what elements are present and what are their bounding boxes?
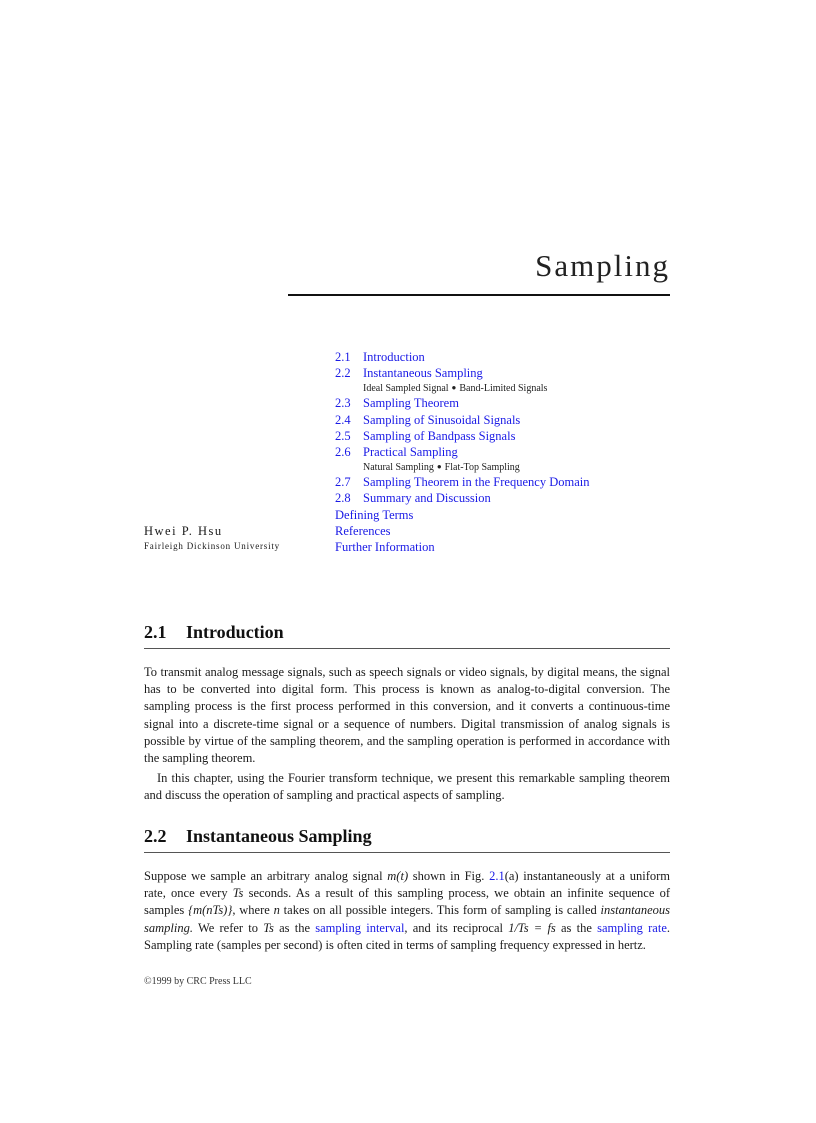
text-run: as the [273, 920, 316, 935]
toc-number: 2.1 [335, 350, 351, 364]
math-n: n [273, 903, 280, 918]
toc-number: 2.7 [335, 475, 351, 490]
text-run: seconds. As a result of this sampling process, we obtain an infinite sequence of samples [144, 886, 670, 918]
toc-subentries [335, 381, 589, 395]
text-run: shown in Fig. [408, 869, 490, 883]
toc-entry-2-7[interactable] [335, 474, 589, 490]
toc-entry-2-3[interactable] [335, 395, 589, 411]
section-rule [144, 852, 670, 853]
instantaneous-sampling-paragraph [144, 868, 670, 954]
math-ts: Ts [263, 920, 274, 935]
toc-link[interactable]: Instantaneous Sampling [363, 366, 483, 381]
toc-entry-2-4[interactable] [335, 412, 589, 428]
toc-subentry: Ideal Sampled Signal [363, 383, 449, 395]
toc-number: 2.8 [335, 491, 351, 506]
toc-subentry: Flat-Top Sampling [444, 462, 520, 474]
bullet-icon: ● [436, 462, 442, 472]
math-samples: {m(nTs)} [188, 903, 233, 918]
title-rule [288, 294, 670, 296]
figure-link[interactable]: 2.1 [489, 869, 505, 883]
text-run: . Sampling rate (samples per second) is often cited in terms of sampling frequency expressed in hertz. [144, 920, 670, 952]
text-run: , where [232, 903, 274, 918]
term-instantaneous-sampling: instantaneous sampling. [144, 903, 670, 935]
term-link-sampling-interval[interactable]: sampling interval [315, 920, 405, 935]
section-heading-instantaneous-sampling [144, 826, 372, 847]
section-title: Introduction [186, 622, 284, 642]
section-heading-introduction [144, 622, 284, 643]
toc-entry-2-2[interactable] [335, 365, 589, 381]
section-number: 2.2 [144, 826, 167, 846]
toc-subentries [335, 460, 589, 474]
text-run: We refer to [192, 920, 264, 935]
math-ts: Ts [232, 886, 244, 901]
text-run: (a) instantaneously at a uniform rate, once every [144, 869, 671, 901]
toc-entry-2-1[interactable] [335, 349, 589, 365]
term-link-sampling-rate[interactable]: sampling rate [597, 920, 667, 935]
copyright-notice: ©1999 by CRC Press LLC [144, 976, 252, 987]
toc-number: 2.2 [335, 366, 351, 381]
intro-paragraph-2: In this chapter, using the Fourier transform technique, we present this remarkable sampling theorem and discuss the operation of sampling and practical aspects of sampling. [144, 771, 670, 803]
text-run: , and its reciprocal [404, 920, 509, 935]
toc-number: 2.5 [335, 428, 351, 443]
text-run: takes on all possible integers. This form of sampling is called [279, 903, 601, 918]
chapter-title: Sampling [535, 248, 670, 283]
table-of-contents [335, 349, 589, 555]
text-run: Suppose we sample an arbitrary analog signal [144, 869, 388, 883]
toc-link[interactable]: Sampling Theorem [363, 396, 459, 411]
section-rule [144, 648, 670, 649]
toc-link[interactable]: Sampling of Bandpass Signals [363, 428, 516, 443]
intro-paragraph-1: To transmit analog message signals, such as speech signals or video signals, by digital means, the signal has to be converted into digital form. This process is known as analog-to-digital conversion. The sampling process is the first process performed in this conversion, and it converts a continuous-time signal into a discrete-time signal or a sequence of numbers. Digital transmission of analog signals is possible by virtue of the sampling theorem, and the sampling operation is performed in accordance with the sampling theorem. [144, 665, 670, 766]
toc-link[interactable]: Summary and Discussion [363, 491, 491, 506]
toc-subentry: Natural Sampling [363, 462, 434, 474]
toc-subentry: Band-Limited Signals [459, 383, 548, 395]
math-reciprocal: 1/Ts = fs [508, 920, 556, 935]
toc-link[interactable]: Practical Sampling [363, 445, 458, 460]
toc-entry-2-6[interactable] [335, 444, 589, 460]
section-number: 2.1 [144, 622, 167, 642]
toc-link-further-information[interactable]: Further Information [335, 540, 435, 555]
toc-entry-2-8[interactable] [335, 490, 589, 506]
author-affiliation: Fairleigh Dickinson University [144, 541, 280, 551]
toc-entry-2-5[interactable] [335, 428, 589, 444]
toc-link[interactable]: Sampling Theorem in the Frequency Domain [363, 475, 590, 490]
toc-number: 2.3 [335, 396, 351, 411]
author-name: Hwei P. Hsu [144, 524, 223, 538]
toc-number: 2.6 [335, 445, 351, 460]
toc-link-defining-terms[interactable]: Defining Terms [335, 507, 414, 522]
math-m-of-t: m(t) [387, 869, 409, 883]
toc-link[interactable]: Introduction [363, 350, 425, 364]
section-title: Instantaneous Sampling [186, 826, 372, 846]
bullet-icon: ● [451, 383, 457, 393]
toc-link-references[interactable]: References [335, 523, 391, 538]
text-run: as the [555, 920, 598, 935]
toc-link[interactable]: Sampling of Sinusoidal Signals [363, 412, 521, 427]
toc-number: 2.4 [335, 412, 351, 427]
